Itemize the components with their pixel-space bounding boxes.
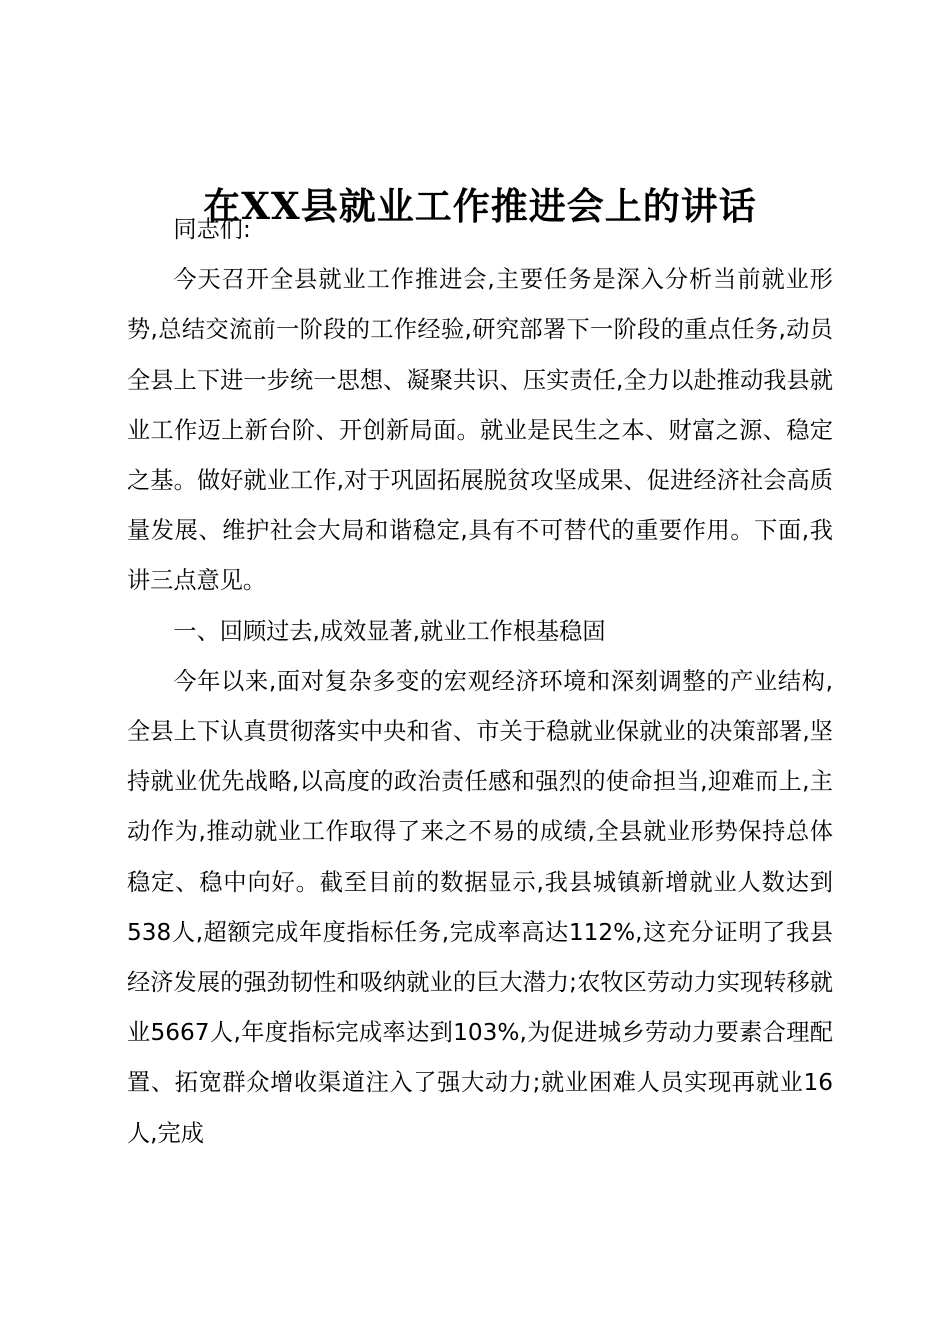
intro-paragraph: 今天召开全县就业工作推进会,主要任务是深入分析当前就业形势,总结交流前一阶段的工作经验,研究部署下一阶段的重点任务,动员全县上下进一步统一思想、凝聚共识、压实责任,全力以赴推动我县就业工作迈上新台阶、开创新局面。就业是民生之本、财富之源、稳定之基。做好就业工作,对于巩固拓展脱贫攻坚成果、促进经济社会高质量发展、维护社会大局和谐稳定,具有不可替代的重要作用。下面,我讲三点意见。 (127, 266, 833, 595)
document-title: 在XX县就业工作推进会上的讲话 (203, 184, 757, 228)
salutation: 同志们: (173, 216, 251, 243)
section-heading: 一、回顾过去,成效显著,就业工作根基稳固 (173, 617, 606, 645)
document-body (127, 205, 833, 1159)
section-paragraph: 今年以来,面对复杂多变的宏观经济环境和深刻调整的产业结构,全县上下认真贯彻落实中央和省、市关于稳就业保就业的决策部署,坚持就业优先战略,以高度的政治责任感和强烈的使命担当,迎难而上,主动作为,推动就业工作取得了来之不易的成绩,全县就业形势保持总体稳定、稳中向好。截至目前的数据显示,我县城镇新增就业人数达到538人,超额完成年度指标任务,完成率高达112%,这充分证明了我县经济发展的强劲韧性和吸纳就业的巨大潜力;农牧区劳动力实现转移就业5667人,年度指标完成率达到103%,为促进城乡劳动力要素合理配置、拓宽群众增收渠道注入了强大动力;就业困难人员实现再就业16人,完成 (127, 667, 833, 1147)
